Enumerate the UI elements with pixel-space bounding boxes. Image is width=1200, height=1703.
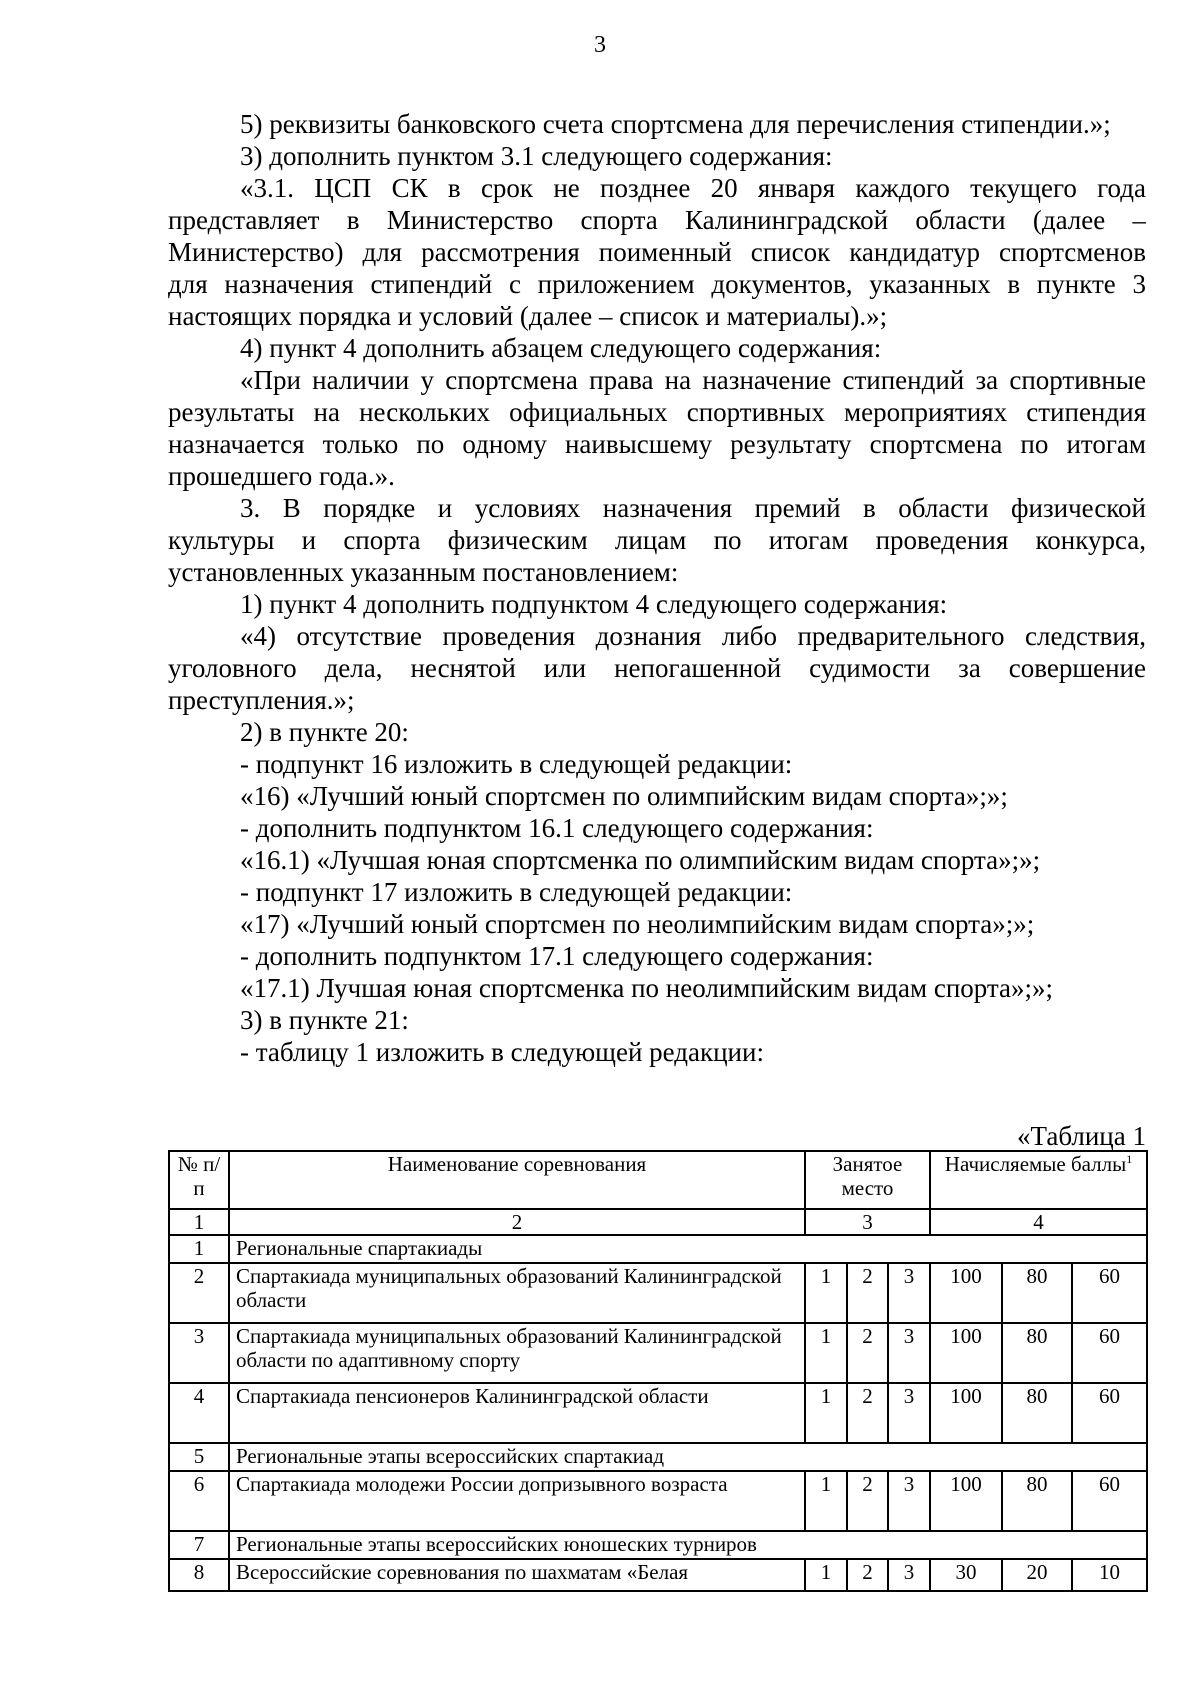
document-body bbox=[168, 108, 1146, 1068]
text-line: установленных указанным постановлением: bbox=[168, 557, 679, 587]
table-row bbox=[169, 1559, 1147, 1591]
column-number: 4 bbox=[930, 1209, 1147, 1235]
row-number: 8 bbox=[169, 1559, 229, 1591]
table-row bbox=[169, 1531, 1147, 1559]
points-cell: 100 bbox=[930, 1471, 1002, 1531]
table-row bbox=[169, 1383, 1147, 1443]
row-number: 4 bbox=[169, 1383, 229, 1443]
competition-name: Всероссийские соревнования по шахматам «Белая bbox=[229, 1559, 805, 1591]
text-line: «При наличии у спортсмена права на назначение стипендий за спортивные bbox=[240, 365, 1146, 395]
text-line: назначается только по одному наивысшему результату спортсмена по итогам bbox=[168, 429, 1146, 459]
place-cell: 3 bbox=[888, 1383, 930, 1443]
text-line: - дополнить подпунктом 16.1 следующего содержания: bbox=[240, 813, 874, 843]
competition-name: Спартакиада молодежи России допризывного возраста bbox=[229, 1471, 805, 1531]
table-row bbox=[169, 1235, 1147, 1263]
header-place: Занятое место bbox=[805, 1151, 930, 1209]
text-line: Министерство) для рассмотрения поименный список кандидатур спортсменов bbox=[168, 237, 1146, 267]
place-cell: 2 bbox=[847, 1263, 888, 1323]
column-number: 3 bbox=[805, 1209, 930, 1235]
points-cell: 100 bbox=[930, 1263, 1002, 1323]
text-line: 5) реквизиты банковского счета спортсмена для перечисления стипендии.»; bbox=[240, 109, 1111, 139]
table-row bbox=[169, 1263, 1147, 1323]
text-line: 3. В порядке и условиях назначения премий в области физической bbox=[240, 493, 1146, 523]
text-line: результаты на нескольких официальных спортивных мероприятиях стипендия bbox=[168, 397, 1146, 427]
place-cell: 3 bbox=[888, 1559, 930, 1591]
table-row bbox=[169, 1471, 1147, 1531]
points-cell: 80 bbox=[1002, 1471, 1072, 1531]
header-name: Наименование соревнования bbox=[229, 1151, 805, 1209]
points-cell: 100 bbox=[930, 1383, 1002, 1443]
text-line: - дополнить подпунктом 17.1 следующего содержания: bbox=[240, 941, 874, 971]
table-header-row bbox=[169, 1151, 1147, 1209]
text-line: 1) пункт 4 дополнить подпунктом 4 следующего содержания: bbox=[240, 589, 948, 619]
place-cell: 1 bbox=[805, 1263, 847, 1323]
text-line: - таблицу 1 изложить в следующей редакции: bbox=[240, 1037, 764, 1067]
section-title: Региональные спартакиады bbox=[229, 1235, 1147, 1263]
section-title: Региональные этапы всероссийских спартакиад bbox=[229, 1443, 1147, 1471]
points-cell: 80 bbox=[1002, 1383, 1072, 1443]
row-number: 2 bbox=[169, 1263, 229, 1323]
text-line: 4) пункт 4 дополнить абзацем следующего содержания: bbox=[240, 333, 882, 363]
points-cell: 60 bbox=[1072, 1471, 1147, 1531]
table-row bbox=[169, 1323, 1147, 1383]
text-line: «17) «Лучший юный спортсмен по неолимпийским видам спорта»;»; bbox=[240, 909, 1035, 939]
row-number: 1 bbox=[169, 1235, 229, 1263]
column-number: 1 bbox=[169, 1209, 229, 1235]
text-line: - подпункт 16 изложить в следующей редакции: bbox=[240, 749, 793, 779]
text-line: «4) отсутствие проведения дознания либо предварительного следствия, bbox=[240, 621, 1146, 651]
column-number-row bbox=[169, 1209, 1147, 1235]
footnote-mark: 1 bbox=[1126, 1152, 1133, 1166]
competition-name: Спартакиада пенсионеров Калининградской области bbox=[229, 1383, 805, 1443]
text-line: настоящих порядка и условий (далее – список и материалы).»; bbox=[168, 301, 888, 331]
text-line: 3) дополнить пунктом 3.1 следующего содержания: bbox=[240, 141, 833, 171]
points-cell: 60 bbox=[1072, 1383, 1147, 1443]
text-line: 3) в пункте 21: bbox=[240, 1005, 409, 1035]
page-number: 3 bbox=[594, 32, 606, 58]
text-line: представляет в Министерство спорта Калининградской области (далее – bbox=[168, 205, 1146, 235]
header-points bbox=[930, 1151, 1147, 1209]
place-cell: 3 bbox=[888, 1471, 930, 1531]
text-line: «16) «Лучший юный спортсмен по олимпийским видам спорта»;»; bbox=[240, 781, 1008, 811]
place-cell: 3 bbox=[888, 1323, 930, 1383]
points-cell: 20 bbox=[1002, 1559, 1072, 1591]
place-cell: 2 bbox=[847, 1559, 888, 1591]
header-num: № п/п bbox=[169, 1151, 229, 1209]
row-number: 3 bbox=[169, 1323, 229, 1383]
competitions-table bbox=[168, 1150, 1148, 1592]
place-cell: 1 bbox=[805, 1471, 847, 1531]
text-line: «17.1) Лучшая юная спортсменка по неолимпийским видам спорта»;»; bbox=[240, 973, 1054, 1003]
place-cell: 2 bbox=[847, 1323, 888, 1383]
row-number: 5 bbox=[169, 1443, 229, 1471]
section-title: Региональные этапы всероссийских юношеских турниров bbox=[229, 1531, 1147, 1559]
place-cell: 2 bbox=[847, 1471, 888, 1531]
place-cell: 3 bbox=[888, 1263, 930, 1323]
place-cell: 1 bbox=[805, 1559, 847, 1591]
text-line: 2) в пункте 20: bbox=[240, 717, 409, 747]
text-line: «16.1) «Лучшая юная спортсменка по олимпийским видам спорта»;»; bbox=[240, 845, 1041, 875]
place-cell: 1 bbox=[805, 1323, 847, 1383]
points-cell: 10 bbox=[1072, 1559, 1147, 1591]
text-line: преступления.»; bbox=[168, 685, 355, 715]
competition-name: Спартакиада муниципальных образований Калининградской области по адаптивному спорту bbox=[229, 1323, 805, 1383]
row-number: 6 bbox=[169, 1471, 229, 1531]
points-cell: 80 bbox=[1002, 1263, 1072, 1323]
text-line: для назначения стипендий с приложением документов, указанных в пункте 3 bbox=[168, 269, 1146, 299]
row-number: 7 bbox=[169, 1531, 229, 1559]
points-cell: 100 bbox=[930, 1323, 1002, 1383]
place-cell: 1 bbox=[805, 1383, 847, 1443]
text-line: «3.1. ЦСП СК в срок не позднее 20 января каждого текущего года bbox=[240, 173, 1146, 203]
text-line: уголовного дела, неснятой или непогашенной судимости за совершение bbox=[168, 653, 1146, 683]
table-row bbox=[169, 1443, 1147, 1471]
points-cell: 60 bbox=[1072, 1263, 1147, 1323]
points-cell: 30 bbox=[930, 1559, 1002, 1591]
header-points-label: Начисляемые баллы bbox=[944, 1152, 1127, 1176]
column-number: 2 bbox=[229, 1209, 805, 1235]
competition-name: Спартакиада муниципальных образований Калининградской области bbox=[229, 1263, 805, 1323]
text-line: - подпункт 17 изложить в следующей редакции: bbox=[240, 877, 793, 907]
points-cell: 60 bbox=[1072, 1323, 1147, 1383]
text-line: культуры и спорта физическим лицам по итогам проведения конкурса, bbox=[168, 525, 1146, 555]
text-line: прошедшего года.». bbox=[168, 461, 395, 491]
table-caption: «Таблица 1 bbox=[1017, 1121, 1146, 1151]
place-cell: 2 bbox=[847, 1383, 888, 1443]
points-cell: 80 bbox=[1002, 1323, 1072, 1383]
